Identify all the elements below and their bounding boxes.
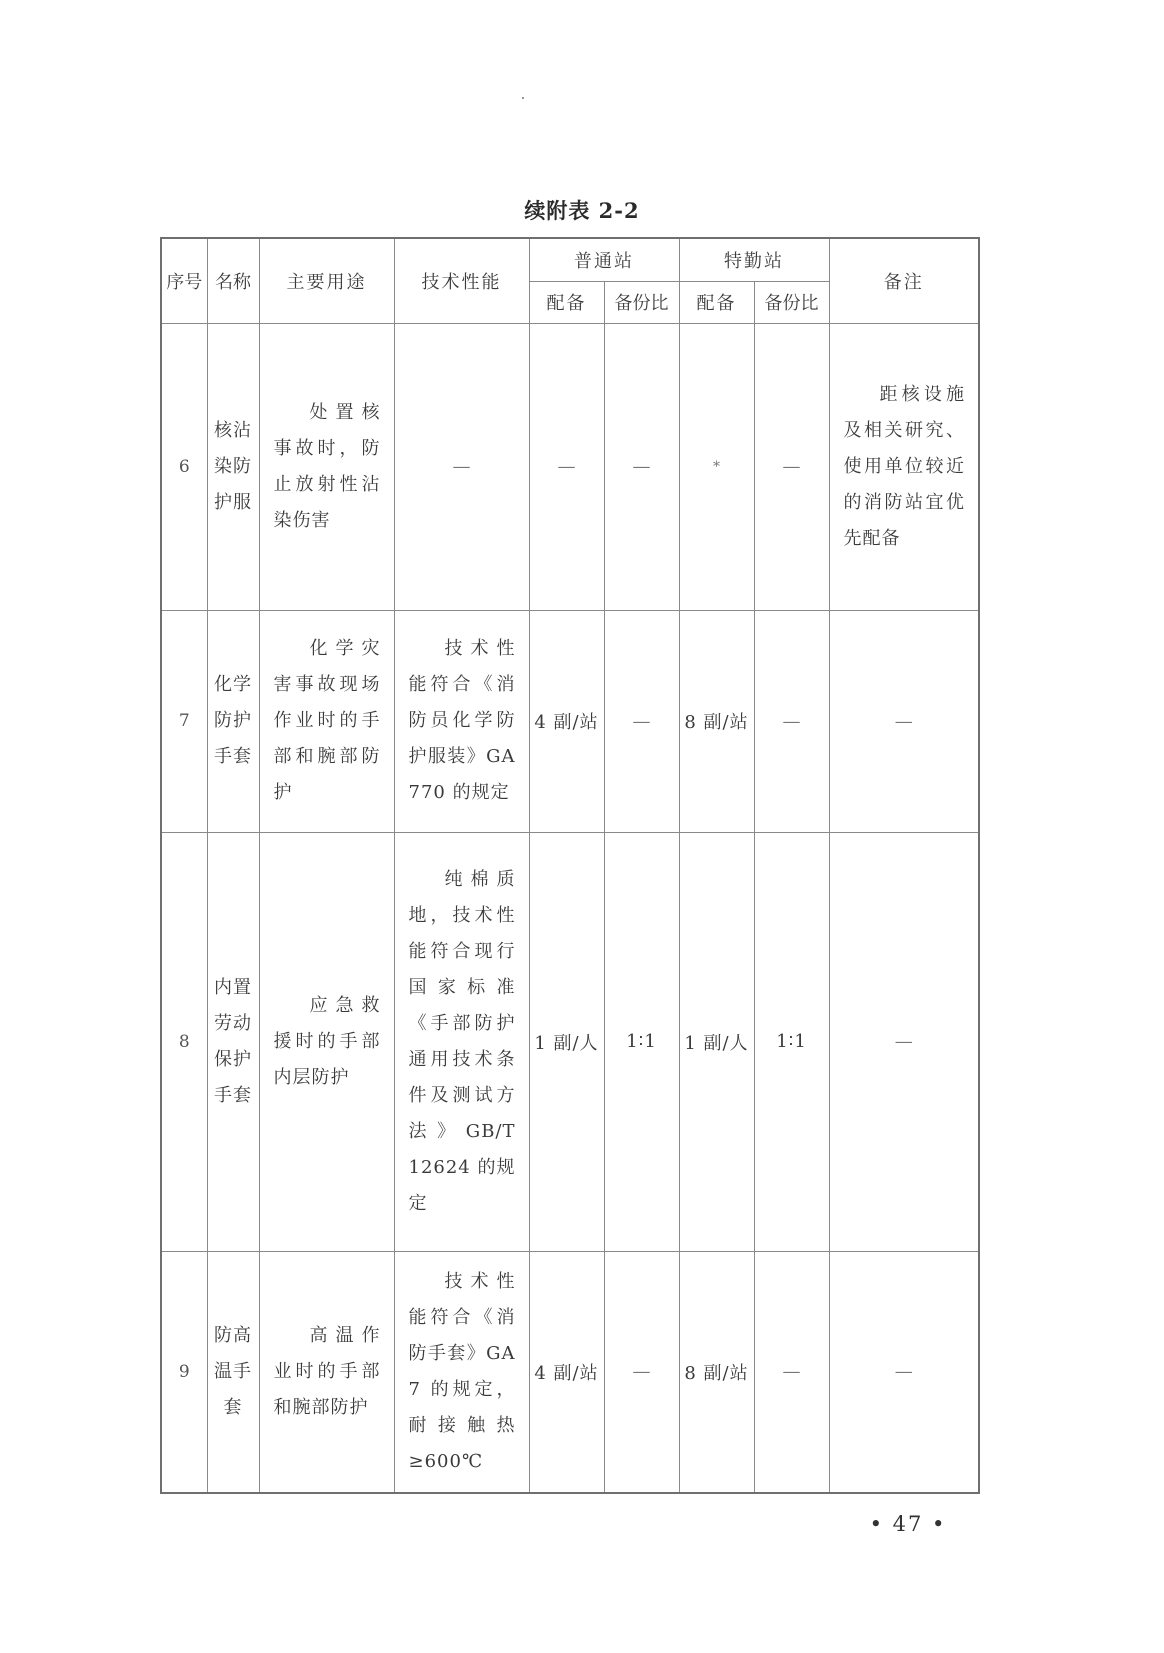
header-normal-equip: 配备: [529, 281, 604, 323]
row-special-spare: —: [754, 323, 829, 610]
row-special-equip: 8 副/站: [679, 1251, 754, 1493]
header-row-1: [161, 238, 979, 281]
row-seq: 9: [161, 1251, 207, 1493]
header-performance: 技术性能: [394, 238, 529, 323]
header-normal-spare: 备份比: [604, 281, 679, 323]
row-performance: —: [394, 323, 529, 610]
row-remarks: 距核设施及相关研究、使用单位较近的消防站宜优先配备: [829, 323, 979, 610]
header-remarks: 备注: [829, 238, 979, 323]
row-normal-spare: —: [604, 323, 679, 610]
row-normal-spare: —: [604, 1251, 679, 1493]
row-special-spare: —: [754, 610, 829, 832]
row-name: 防高温手套: [207, 1251, 259, 1493]
table-title: 续附表 2-2: [524, 198, 640, 223]
row-purpose: 高温作业时的手部和腕部防护: [259, 1251, 394, 1493]
row-normal-equip: —: [529, 323, 604, 610]
row-seq: 7: [161, 610, 207, 832]
table-row: [161, 832, 979, 1251]
row-remarks: —: [829, 832, 979, 1251]
header-special-station: 特勤站: [679, 238, 829, 281]
row-remarks: —: [829, 1251, 979, 1493]
row-name: 核沾染防护服: [207, 323, 259, 610]
row-name: 化学防护手套: [207, 610, 259, 832]
row-performance: 纯棉质地，技术性能符合现行国家标准《手部防护 通用技术条件及测试方法》GB/T 12624 的规定: [394, 832, 529, 1251]
row-special-equip: 8 副/站: [679, 610, 754, 832]
page-number: • 47 •: [869, 1512, 947, 1536]
header-seq: 序号: [161, 238, 207, 323]
header-normal-station: 普通站: [529, 238, 679, 281]
row-normal-equip: 4 副/站: [529, 1251, 604, 1493]
row-purpose: 应急救援时的手部内层防护: [259, 832, 394, 1251]
row-performance: 技术性能符合《消防手套》GA 7 的规定，耐接触热≥600℃: [394, 1251, 529, 1493]
row-special-equip: 1 副/人: [679, 832, 754, 1251]
row-seq: 6: [161, 323, 207, 610]
header-purpose: 主要用途: [259, 238, 394, 323]
row-performance: 技术性能符合《消防员化学防护服装》GA 770 的规定: [394, 610, 529, 832]
row-purpose: 化学灾害事故现场作业时的手部和腕部防护: [259, 610, 394, 832]
row-seq: 8: [161, 832, 207, 1251]
row-purpose: 处置核事故时，防止放射性沾染伤害: [259, 323, 394, 610]
table-row: [161, 1251, 979, 1493]
row-name: 内置劳动保护手套: [207, 832, 259, 1251]
row-normal-spare: —: [604, 610, 679, 832]
row-special-spare: —: [754, 1251, 829, 1493]
row-normal-spare: 1∶1: [604, 832, 679, 1251]
row-remarks: —: [829, 610, 979, 832]
table-row: [161, 323, 979, 610]
scan-speck: [522, 97, 524, 99]
header-special-spare: 备份比: [754, 281, 829, 323]
header-name: 名称: [207, 238, 259, 323]
row-normal-equip: 4 副/站: [529, 610, 604, 832]
row-special-equip: *: [679, 323, 754, 610]
header-special-equip: 配备: [679, 281, 754, 323]
table-row: [161, 610, 979, 832]
row-normal-equip: 1 副/人: [529, 832, 604, 1251]
row-special-spare: 1∶1: [754, 832, 829, 1251]
equipment-table: [160, 237, 980, 1494]
